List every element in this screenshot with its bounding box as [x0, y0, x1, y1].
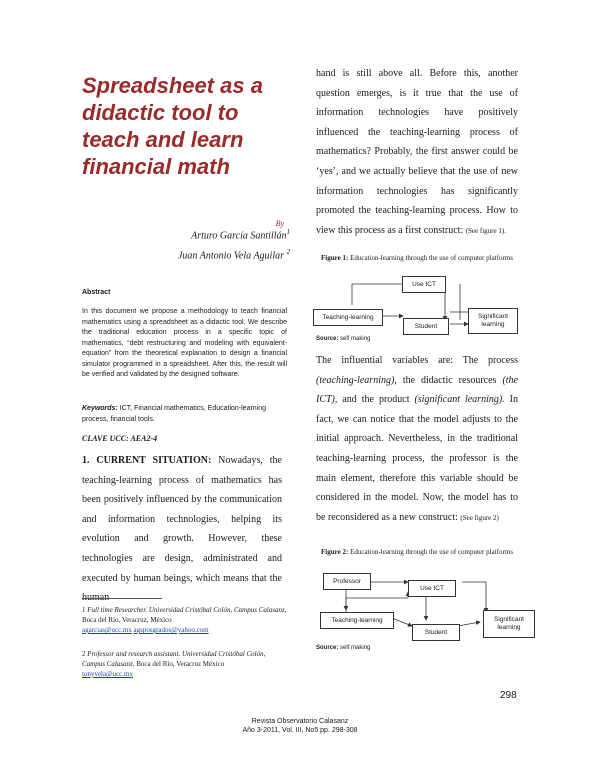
author-2: Juan Antonio Vela Aguilar $^2$: [177, 248, 290, 262]
clave-ucc: CLAVE UCC: AEA2-4: [82, 434, 158, 443]
fig2-box-significant-learning: Significant learning: [483, 610, 535, 638]
abstract-text: In this document we propose a methodology to teach financial mathematics using a spreadsheet as a didactic tool. We describe the traditional education process in a specific topic of mathematics, “debt restructuring and modeling with equivalent-equation” from the theoretical explanation to design a financial simulator programmed in a spreadsheet. After this, the result will be verified and validated by the designed software.: [82, 308, 287, 378]
figure-2-source: Source: self making: [316, 645, 371, 651]
author-1: Arturo García Santillán$^1$: [191, 228, 290, 242]
figure-1-source: Source: self making: [316, 336, 371, 342]
fig2-box-professor: Professor: [323, 573, 371, 590]
email-link-3[interactable]: tonyvela@ucc.mx: [82, 670, 133, 678]
fig2-box-student: Student: [412, 624, 460, 641]
article-title: Spreadsheet as a didactic tool to teach and learn financial math: [82, 73, 263, 179]
fig1-box-student: Student: [403, 318, 449, 335]
journal-footer: Revista Observatorio Calasanz Año 3-2011, Vol. III, No5 pp. 298-308: [242, 718, 358, 734]
figure-1-caption: Figure 1: Education-learning through the use of computer platforms: [321, 254, 513, 262]
keywords: Keywords: ICT, Financial mathematics, Education-learning process, financial tools.: [82, 405, 267, 423]
abstract-heading: Abstract: [82, 289, 111, 296]
page-number: 298: [500, 690, 517, 701]
fig1-box-significant-learning: Significant learning: [468, 308, 518, 334]
footnote-1: 1 Full time Researcher. Universidad Cristóbal Colón, Campus Calasanz, Boca del Río, Veracruz, México agarcias@ucc.mx agsposgrados@yahoo.com: [82, 606, 287, 634]
by-label: By: [275, 219, 284, 228]
footnote-2: 2 Professor and research assistant. Universidad Cristóbal Colón, Campus Calasanz, Boca del Río, Veracruz México tonyvela@ucc.mx: [82, 650, 266, 678]
right-body-text-1: hand is still above all. Before this, another question emerges, is it true that the use of information technologies have positively influenced the teaching-learning process of mathematics? Probably, the first answer could be ‘yes’, and we actually believe that the use of new information technologies has significantly promoted the teaching-learning process. How to view this process as a first construct: (See figure 1).: [316, 68, 518, 236]
figure-2-caption: Figure 2: Education-learning through the use of computer platforms: [321, 548, 513, 556]
email-link-1[interactable]: agarcias@ucc.mx: [82, 626, 132, 634]
fig2-box-use-ict: Use ICT: [408, 580, 456, 597]
authors-block: [130, 219, 290, 265]
section-heading: 1. CURRENT SITUATION:: [82, 455, 212, 466]
footnote-rule: [82, 598, 162, 599]
fig1-box-use-ict: Use ICT: [402, 276, 446, 293]
fig2-box-teaching-learning: Teaching-learning: [320, 612, 394, 629]
email-link-2[interactable]: agsposgrados@yahoo.com: [133, 626, 209, 634]
right-body-text-2: The influential variables are: The process (teaching-learning), the didactic resources (the ICT), and the product (significant learning). In fact, we can notice that the model adjusts to the initial approach. Nevertheless, in the traditional teaching-learning process, the professor is the main element, therefore this variable should be considered in the model. Now, the model has to be reconsidered as a new construct: (See figure 2): [316, 355, 518, 523]
fig1-box-teaching-learning: Teaching-learning: [313, 309, 383, 326]
left-body-text: 1. CURRENT SITUATION: Nowadays, the teaching-learning process of mathematics has been positively influenced by the communication and information technologies, helping its evolution and growth. However, these technologies are design, administrated and executed by human beings, which means that the human: [82, 455, 282, 604]
